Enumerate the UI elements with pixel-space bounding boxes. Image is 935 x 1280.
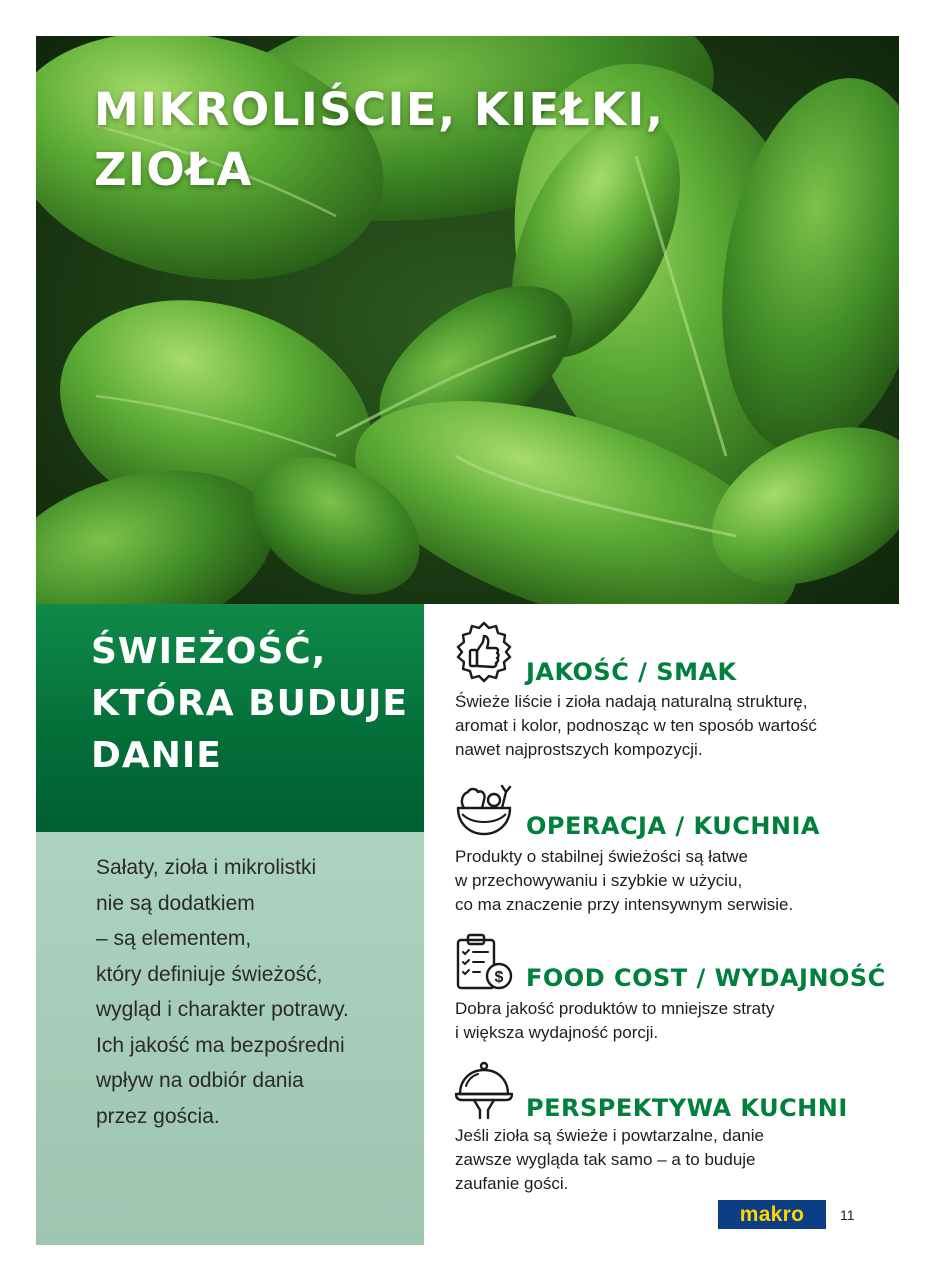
feature-title: JAKOŚĆ / SMAK	[526, 658, 737, 686]
feature-line: co ma znaczenie przy intensywnym serwisie.	[455, 894, 794, 914]
feature-line: w przechowywaniu i szybkie w użyciu,	[455, 870, 743, 890]
feature-line: aromat i kolor, podnosząc w ten sposób wartość	[455, 715, 817, 735]
feature-line: i większa wydajność porcji.	[455, 1022, 659, 1042]
intro-body-line: wpływ na odbiór dania	[96, 1069, 304, 1092]
page-number: 11	[840, 1207, 855, 1223]
intro-body-text	[96, 850, 349, 1134]
intro-body-line: przez gościa.	[96, 1104, 220, 1128]
feature-title: FOOD COST / WYDAJNOŚĆ	[526, 964, 886, 992]
feature-description	[455, 690, 817, 761]
feature-line: zawsze wygląda tak samo – a to buduje	[455, 1149, 756, 1169]
hero-title-line: MIKROLIŚCIE, KIEŁKI,	[94, 83, 665, 136]
makro-logo: makro	[718, 1200, 826, 1229]
feature-line: Dobra jakość produktów to mniejsze straty	[455, 999, 775, 1018]
hero-title-line: ZIOŁA	[94, 143, 253, 196]
intro-body-line: który definiuje świeżość,	[96, 962, 323, 986]
feature-title: PERSPEKTYWA KUCHNI	[526, 1094, 848, 1122]
feature-title: OPERACJA / KUCHNIA	[526, 812, 820, 840]
salad-bowl-icon	[452, 778, 516, 842]
svg-text:$: $	[494, 969, 504, 986]
feature-line: zaufanie gości.	[455, 1173, 569, 1193]
intro-body-line: wygląd i charakter potrawy.	[96, 998, 349, 1021]
feature-line: Produkty o stabilnej świeżości są łatwe	[455, 847, 748, 866]
hero-title	[94, 80, 664, 200]
hero-photo	[36, 36, 899, 604]
intro-body-box	[36, 832, 424, 1245]
intro-body-line: Sałaty, zioła i mikrolistki	[96, 856, 317, 879]
intro-body-line: Ich jakość ma bezpośredni	[96, 1033, 345, 1057]
intro-heading	[91, 626, 408, 782]
feature-description	[455, 1124, 764, 1195]
feature-line: Świeże liście i zioła nadają naturalną strukturę,	[455, 692, 808, 711]
intro-heading-line: DANIE	[91, 735, 222, 776]
feature-description	[455, 845, 793, 916]
feature-line: nawet najprostszych kompozycji.	[455, 739, 703, 759]
intro-body-line: – są elementem,	[96, 927, 252, 950]
feature-description	[455, 997, 774, 1045]
cloche-icon	[452, 1058, 516, 1122]
intro-body-line: nie są dodatkiem	[96, 891, 255, 915]
intro-heading-box	[36, 604, 424, 832]
intro-heading-line: ŚWIEŻOŚĆ,	[91, 631, 327, 672]
intro-heading-line: KTÓRA BUDUJE	[91, 683, 408, 724]
clipboard-dollar-icon	[452, 930, 516, 994]
feature-line: Jeśli zioła są świeże i powtarzalne, danie	[455, 1126, 764, 1145]
thumbs-up-badge-icon	[452, 620, 516, 684]
